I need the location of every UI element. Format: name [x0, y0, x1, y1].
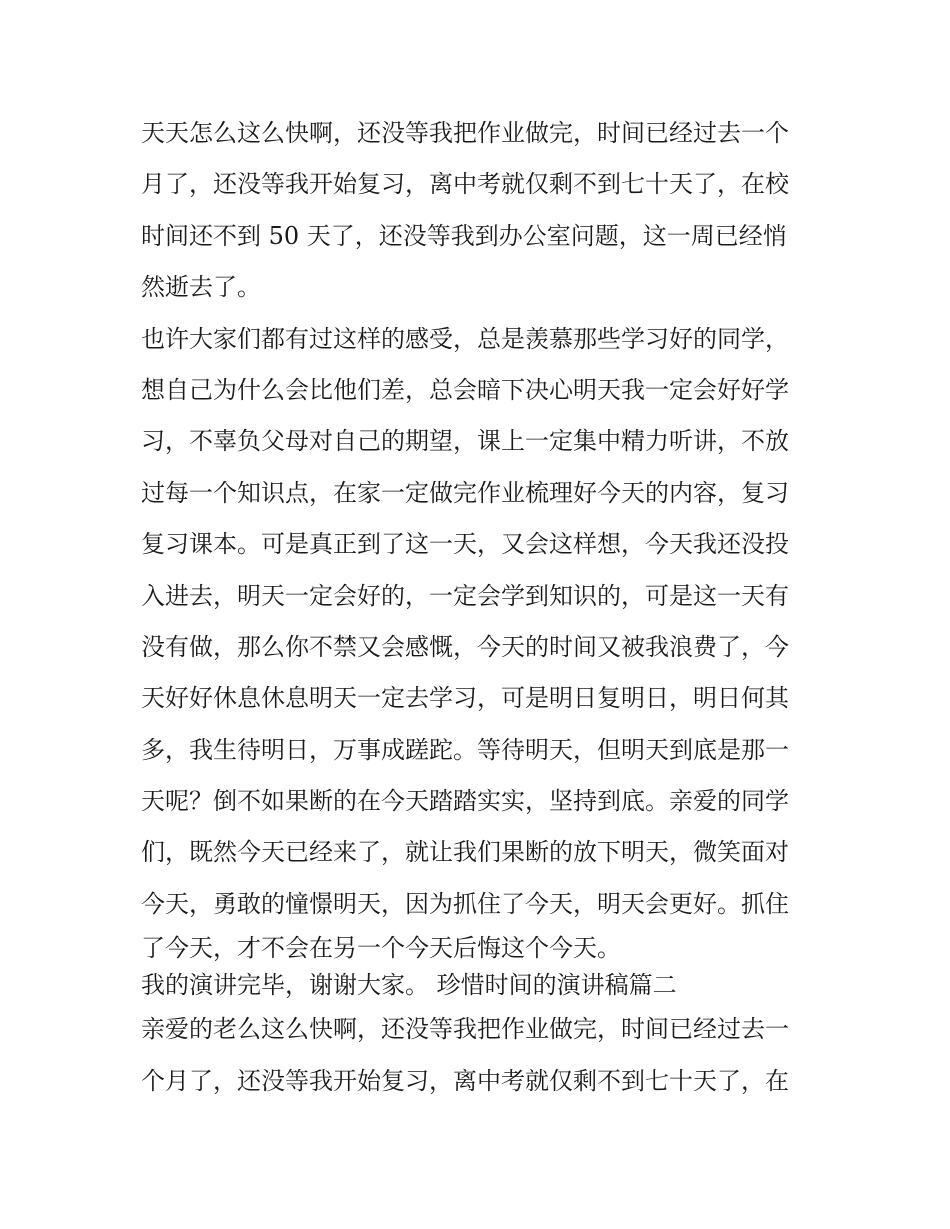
- text-line: 天天怎么这么快啊，还没等我把作业做完，时间已经过去一个: [141, 119, 789, 147]
- text-line: 习，不辜负父母对自己的期望，课上一定集中精力听讲，不放: [141, 427, 789, 456]
- text-line: 也许大家们都有过这样的感受，总是羡慕那些学习好的同学，: [141, 324, 789, 353]
- text-line: 过每一个知识点，在家一定做完作业梳理好今天的内容，复习: [141, 478, 789, 507]
- text-line: 我的演讲完毕，谢谢大家。 珍惜时间的演讲稿篇二: [141, 971, 677, 1000]
- text-line: 了今天，才不会在另一个今天后悔这个今天。: [141, 934, 621, 963]
- text-line: 然逝去了。: [141, 273, 261, 302]
- text-line: 们，既然今天已经来了，就让我们果断的放下明天，微笑面对: [141, 838, 789, 867]
- text-line: 没有做，那么你不禁又会感慨，今天的时间又被我浪费了，今: [141, 632, 789, 661]
- document-body: [141, 108, 821, 1107]
- text-line: 天呢？倒不如果断的在今天踏踏实实，坚持到底。亲爱的同学: [141, 787, 789, 816]
- text-line: 时间还不到 50 天了，还没等我到办公室问题，这一周已经悄: [141, 221, 787, 250]
- text-line: 入进去，明天一定会好的，一定会学到知识的，可是这一天有: [141, 581, 789, 610]
- text-line: 天好好休息休息明天一定去学习，可是明日复明日，明日何其: [141, 684, 789, 713]
- text-line: 多，我生待明日，万事成蹉跎。等待明天，但明天到底是那一: [141, 735, 789, 764]
- text-line: 个月了，还没等我开始复习，离中考就仅剩不到七十天了，在: [141, 1066, 789, 1095]
- text-line: 亲爱的老么这么快啊，还没等我把作业做完，时间已经过去一: [141, 1015, 789, 1044]
- text-line: 复习课本。可是真正到了这一天，又会这样想，今天我还没投: [141, 530, 789, 559]
- text-line: 想自己为什么会比他们差，总会暗下决心明天我一定会好好学: [141, 375, 789, 404]
- text-line: 今天，勇敢的憧憬明天，因为抓住了今天，明天会更好。抓住: [141, 889, 789, 918]
- text-line: 月了，还没等我开始复习，离中考就仅剩不到七十天了，在校: [141, 170, 789, 199]
